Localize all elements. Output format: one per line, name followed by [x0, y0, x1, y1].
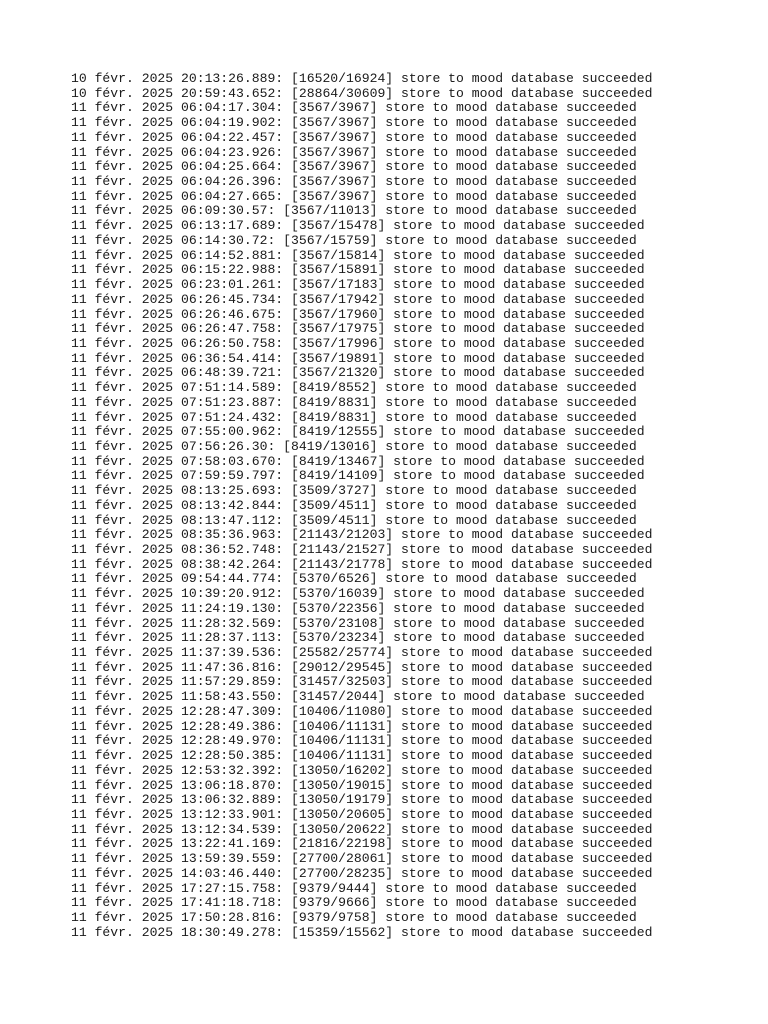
log-line: 11 févr. 2025 06:36:54.414: [3567/19891] store to mood database succeeded	[71, 350, 645, 366]
log-line: 11 févr. 2025 17:50:28.816: [9379/9758] store to mood database succeeded	[71, 909, 637, 925]
log-line: 11 févr. 2025 13:59:39.559: [27700/28061] store to mood database succeeded	[71, 851, 653, 867]
log-line: 11 févr. 2025 09:54:44.774: [5370/6526] store to mood database succeeded	[71, 571, 637, 587]
log-line: 11 févr. 2025 07:51:23.887: [8419/8831] store to mood database succeeded	[71, 394, 637, 410]
log-line: 11 févr. 2025 12:53:32.392: [13050/16202] store to mood database succeeded	[71, 762, 653, 778]
log-line: 11 févr. 2025 11:47:36.816: [29012/29545] store to mood database succeeded	[71, 659, 653, 675]
log-line: 11 févr. 2025 08:13:47.112: [3509/4511] store to mood database succeeded	[71, 512, 637, 528]
log-line: 11 févr. 2025 13:22:41.169: [21816/22198] store to mood database succeeded	[71, 836, 653, 852]
log-line: 11 févr. 2025 06:23:01.261: [3567/17183] store to mood database succeeded	[71, 277, 645, 293]
log-line: 11 févr. 2025 12:28:47.309: [10406/11080] store to mood database succeeded	[71, 703, 653, 719]
log-line: 11 févr. 2025 07:51:24.432: [8419/8831] store to mood database succeeded	[71, 409, 637, 425]
log-line: 11 févr. 2025 06:04:23.926: [3567/3967] store to mood database succeeded	[71, 144, 637, 160]
log-line: 11 févr. 2025 06:26:47.758: [3567/17975] store to mood database succeeded	[71, 321, 645, 337]
log-line: 11 févr. 2025 07:58:03.670: [8419/13467] store to mood database succeeded	[71, 453, 645, 469]
log-line: 11 févr. 2025 06:13:17.689: [3567/15478] store to mood database succeeded	[71, 218, 645, 234]
log-line: 11 févr. 2025 12:28:49.970: [10406/11131] store to mood database succeeded	[71, 733, 653, 749]
log-line: 11 févr. 2025 08:38:42.264: [21143/21778] store to mood database succeeded	[71, 556, 653, 572]
log-line: 11 févr. 2025 07:59:59.797: [8419/14109] store to mood database succeeded	[71, 468, 645, 484]
log-line: 11 févr. 2025 06:04:25.664: [3567/3967] store to mood database succeeded	[71, 159, 637, 175]
log-line: 11 févr. 2025 11:58:43.550: [31457/2044] store to mood database succeeded	[71, 689, 645, 705]
log-line: 11 févr. 2025 08:35:36.963: [21143/21203] store to mood database succeeded	[71, 527, 653, 543]
log-line: 11 févr. 2025 10:39:20.912: [5370/16039] store to mood database succeeded	[71, 586, 645, 602]
log-line: 11 févr. 2025 11:28:32.569: [5370/23108] store to mood database succeeded	[71, 615, 645, 631]
log-line: 10 févr. 2025 20:13:26.889: [16520/16924] store to mood database succeeded	[71, 71, 653, 86]
log-line: 11 févr. 2025 06:48:39.721: [3567/21320] store to mood database succeeded	[71, 365, 645, 381]
log-line: 11 févr. 2025 06:15:22.988: [3567/15891] store to mood database succeeded	[71, 262, 645, 278]
log-line: 11 févr. 2025 06:14:52.881: [3567/15814] store to mood database succeeded	[71, 247, 645, 263]
log-line: 11 févr. 2025 07:51:14.589: [8419/8552] store to mood database succeeded	[71, 380, 637, 396]
log-line: 11 févr. 2025 11:24:19.130: [5370/22356] store to mood database succeeded	[71, 600, 645, 616]
log-line: 11 févr. 2025 11:28:37.113: [5370/23234] store to mood database succeeded	[71, 630, 645, 646]
log-line: 11 févr. 2025 06:14:30.72: [3567/15759] store to mood database succeeded	[71, 232, 637, 248]
log-line: 11 févr. 2025 08:13:42.844: [3509/4511] store to mood database succeeded	[71, 497, 637, 513]
log-line: 11 févr. 2025 06:26:45.734: [3567/17942] store to mood database succeeded	[71, 291, 645, 307]
log-line: 11 févr. 2025 17:41:18.718: [9379/9666] store to mood database succeeded	[71, 895, 637, 911]
log-line: 10 févr. 2025 20:59:43.652: [28864/30609] store to mood database succeeded	[71, 85, 653, 101]
log-line: 11 févr. 2025 13:06:32.889: [13050/19179] store to mood database succeeded	[71, 792, 653, 808]
log-line: 11 févr. 2025 06:04:19.902: [3567/3967] store to mood database succeeded	[71, 115, 637, 131]
log-line: 11 févr. 2025 17:27:15.758: [9379/9444] store to mood database succeeded	[71, 880, 637, 896]
log-line: 11 févr. 2025 18:30:49.278: [15359/15562] store to mood database succeeded	[71, 924, 653, 940]
log-line: 11 févr. 2025 06:04:22.457: [3567/3967] store to mood database succeeded	[71, 129, 637, 145]
log-line: 11 févr. 2025 14:03:46.440: [27700/28235] store to mood database succeeded	[71, 865, 653, 881]
log-line: 11 févr. 2025 11:57:29.859: [31457/32503] store to mood database succeeded	[71, 674, 653, 690]
log-output	[71, 72, 652, 940]
log-line: 11 févr. 2025 06:26:46.675: [3567/17960] store to mood database succeeded	[71, 306, 645, 322]
log-line: 11 févr. 2025 07:56:26.30: [8419/13016] store to mood database succeeded	[71, 438, 637, 454]
log-line: 11 févr. 2025 13:12:33.901: [13050/20605] store to mood database succeeded	[71, 806, 653, 822]
log-line: 11 févr. 2025 06:09:30.57: [3567/11013] store to mood database succeeded	[71, 203, 637, 219]
log-line: 11 févr. 2025 06:04:17.304: [3567/3967] store to mood database succeeded	[71, 100, 637, 116]
log-line: 11 févr. 2025 06:04:27.665: [3567/3967] store to mood database succeeded	[71, 188, 637, 204]
log-line: 11 févr. 2025 06:04:26.396: [3567/3967] store to mood database succeeded	[71, 174, 637, 190]
log-line: 11 févr. 2025 13:06:18.870: [13050/19015] store to mood database succeeded	[71, 777, 653, 793]
log-line: 11 févr. 2025 07:55:00.962: [8419/12555] store to mood database succeeded	[71, 424, 645, 440]
log-line: 11 févr. 2025 12:28:49.386: [10406/11131] store to mood database succeeded	[71, 718, 653, 734]
log-line: 11 févr. 2025 12:28:50.385: [10406/11131] store to mood database succeeded	[71, 748, 653, 764]
log-line: 11 févr. 2025 11:37:39.536: [25582/25774] store to mood database succeeded	[71, 645, 653, 661]
log-line: 11 févr. 2025 08:36:52.748: [21143/21527] store to mood database succeeded	[71, 542, 653, 557]
log-line: 11 févr. 2025 13:12:34.539: [13050/20622] store to mood database succeeded	[71, 821, 653, 837]
log-line: 11 févr. 2025 06:26:50.758: [3567/17996] store to mood database succeeded	[71, 335, 645, 351]
log-line: 11 févr. 2025 08:13:25.693: [3509/3727] store to mood database succeeded	[71, 483, 637, 499]
